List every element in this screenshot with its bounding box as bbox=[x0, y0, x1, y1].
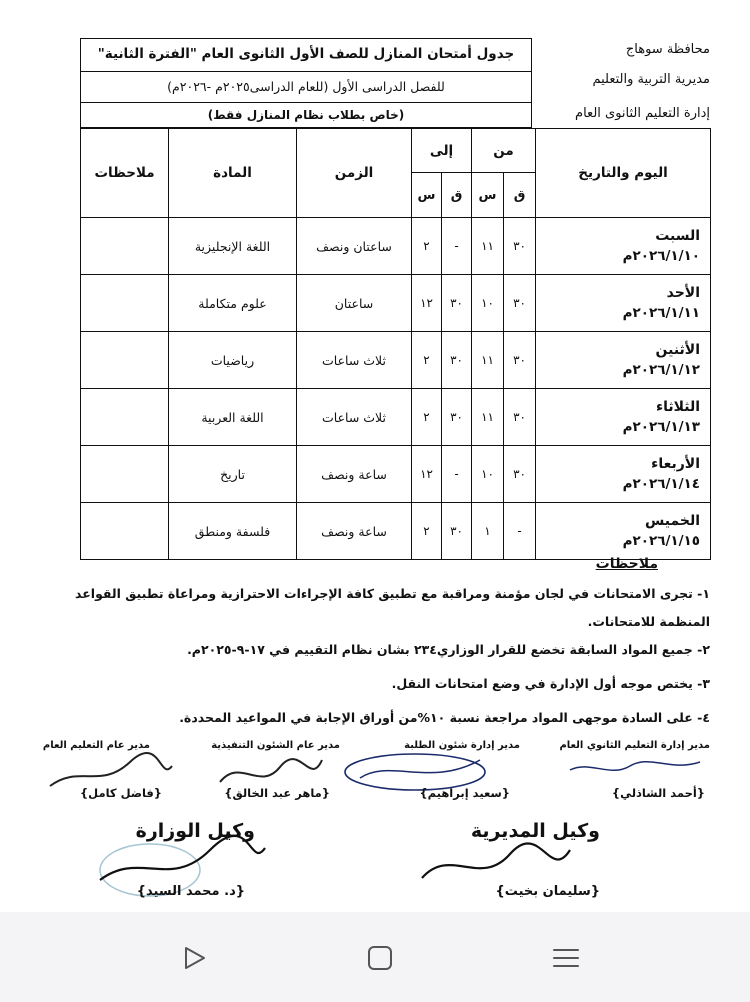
to-minutes: ٣٠ bbox=[442, 332, 472, 389]
document-scope: (خاص بطلاب نظام المنازل فقط) bbox=[207, 108, 405, 122]
header-to-hours: س bbox=[412, 173, 442, 218]
document-title: جدول أمتحان المنازل للصف الأول الثانوى العام "الفترة الثانية" bbox=[81, 39, 531, 72]
from-minutes: ٣٠ bbox=[504, 332, 536, 389]
note-item-2: ٢- جميع المواد السابقة تخضع للقرار الوزاري٢٣٤ بشان نظام التقييم في ١٧-٩-٢٠٢٥م. bbox=[187, 642, 710, 657]
sig-title-student-affairs: مدير إدارة شئون الطلبة bbox=[404, 740, 520, 751]
day-date-cell bbox=[536, 218, 711, 275]
deputy-title-directorate: وكيل المديرية bbox=[470, 820, 600, 842]
sig-name-general-education: {فاضل كامل} bbox=[80, 786, 162, 800]
table-row bbox=[81, 275, 711, 332]
notes-cell bbox=[81, 332, 169, 389]
home-icon[interactable] bbox=[362, 940, 398, 976]
to-hours: ٢ bbox=[412, 389, 442, 446]
from-minutes: ٣٠ bbox=[504, 446, 536, 503]
duration: ثلاث ساعات bbox=[297, 332, 412, 389]
deputy-title-ministry: وكيل الوزارة bbox=[135, 820, 255, 842]
header-duration: الزمن bbox=[297, 129, 412, 218]
day-date-cell bbox=[536, 503, 711, 560]
subject: اللغة الإنجليزية bbox=[169, 218, 297, 275]
to-hours: ٢ bbox=[412, 332, 442, 389]
to-hours: ١٢ bbox=[412, 446, 442, 503]
note-item-3: ٣- يختص موجه أول الإدارة في وضع امتحانات النقل. bbox=[391, 676, 710, 691]
to-hours: ١٢ bbox=[412, 275, 442, 332]
deputy-name-directorate: {سليمان بخيت} bbox=[495, 884, 600, 899]
from-hours: ١٠ bbox=[472, 446, 504, 503]
back-icon[interactable] bbox=[176, 940, 212, 976]
day-name: السبت bbox=[655, 228, 701, 244]
day-name: الأحد bbox=[666, 285, 701, 301]
day-date-cell bbox=[536, 446, 711, 503]
header-from: من bbox=[472, 129, 536, 173]
day-date-cell bbox=[536, 389, 711, 446]
note-item-4: ٤- على السادة موجهى المواد مراجعة نسبة ١٠%من أوراق الإجابة في المواعيد المحددة. bbox=[179, 710, 710, 725]
from-hours: ١١ bbox=[472, 332, 504, 389]
system-navigation-bar bbox=[0, 912, 750, 1002]
duration: ساعة ونصف bbox=[297, 503, 412, 560]
header-day-date: اليوم والتاريخ bbox=[536, 129, 711, 218]
day-date: ٢٠٢٦/١/١٥م bbox=[622, 533, 701, 549]
table-row bbox=[81, 218, 711, 275]
day-date: ٢٠٢٦/١/١١م bbox=[622, 305, 701, 321]
org-administration: إدارة التعليم الثانوى العام bbox=[575, 106, 710, 121]
table-row bbox=[81, 503, 711, 560]
header-from-minutes: ق bbox=[504, 173, 536, 218]
day-date: ٢٠٢٦/١/١٤م bbox=[622, 476, 701, 492]
duration: ساعتان ونصف bbox=[297, 218, 412, 275]
duration: ثلاث ساعات bbox=[297, 389, 412, 446]
subject: اللغة العربية bbox=[169, 389, 297, 446]
recents-icon[interactable] bbox=[548, 940, 584, 976]
notes-cell bbox=[81, 275, 169, 332]
duration: ساعة ونصف bbox=[297, 446, 412, 503]
from-hours: ١١ bbox=[472, 389, 504, 446]
header-subject: المادة bbox=[169, 129, 297, 218]
duration: ساعتان bbox=[297, 275, 412, 332]
sig-title-executive-affairs: مدير عام الشئون التنفيذية bbox=[211, 740, 340, 751]
to-minutes: - bbox=[442, 446, 472, 503]
sig-name-executive-affairs: {ماهر عبد الخالق} bbox=[224, 786, 330, 800]
to-hours: ٢ bbox=[412, 503, 442, 560]
notes-cell bbox=[81, 503, 169, 560]
org-directorate: مديرية التربية والتعليم bbox=[592, 72, 710, 87]
day-date: ٢٠٢٦/١/١٣م bbox=[622, 419, 701, 435]
day-name: الثلاثاء bbox=[655, 399, 701, 415]
day-date-cell bbox=[536, 332, 711, 389]
notes-heading: ملاحظات bbox=[595, 556, 658, 572]
day-name: الخميس bbox=[644, 513, 701, 529]
notes-cell bbox=[81, 218, 169, 275]
subject: فلسفة ومنطق bbox=[169, 503, 297, 560]
from-hours: ١٠ bbox=[472, 275, 504, 332]
from-minutes: ٣٠ bbox=[504, 218, 536, 275]
day-date-cell bbox=[536, 275, 711, 332]
org-governorate: محافظة سوهاج bbox=[625, 42, 710, 57]
day-name: الأثنين bbox=[655, 342, 701, 358]
header-to-minutes: ق bbox=[442, 173, 472, 218]
exam-schedule-table bbox=[80, 128, 711, 560]
from-minutes: ٣٠ bbox=[504, 275, 536, 332]
header-from-hours: س bbox=[472, 173, 504, 218]
sig-title-general-education: مدير عام التعليم العام bbox=[42, 740, 150, 751]
table-row bbox=[81, 332, 711, 389]
table-row bbox=[81, 446, 711, 503]
day-date: ٢٠٢٦/١/١٢م bbox=[622, 362, 701, 378]
to-minutes: ٣٠ bbox=[442, 503, 472, 560]
document-subtitle: للفصل الدراسى الأول (للعام الدراسى٢٠٢٥م -٢٠٢٦م) bbox=[81, 72, 531, 103]
notes-cell bbox=[81, 389, 169, 446]
notes-cell bbox=[81, 446, 169, 503]
header-notes: ملاحظات bbox=[81, 129, 169, 218]
sig-name-secondary-director: {أحمد الشاذلي} bbox=[611, 786, 705, 800]
signature-scribble bbox=[560, 752, 710, 782]
to-hours: ٢ bbox=[412, 218, 442, 275]
from-hours: ١١ bbox=[472, 218, 504, 275]
sig-title-secondary-director: مدير إدارة التعليم الثانوي العام bbox=[559, 740, 710, 751]
deputy-name-ministry: {د. محمد السيد} bbox=[136, 884, 245, 899]
subject: رياضيات bbox=[169, 332, 297, 389]
note-item-1: ١- تجرى الامتحانات في لجان مؤمنة ومراقبة مع تطبيق كافة الإجراءات الاحترازية ومراعاة تطبيق القواعد المنظمة للامتحانات. bbox=[75, 586, 710, 629]
title-box bbox=[80, 38, 532, 128]
to-minutes: ٣٠ bbox=[442, 275, 472, 332]
day-date: ٢٠٢٦/١/١٠م bbox=[622, 248, 701, 264]
table-row bbox=[81, 389, 711, 446]
to-minutes: ٣٠ bbox=[442, 389, 472, 446]
from-minutes: - bbox=[504, 503, 536, 560]
subject: تاريخ bbox=[169, 446, 297, 503]
table-header-row bbox=[81, 129, 711, 173]
from-minutes: ٣٠ bbox=[504, 389, 536, 446]
header-to: إلى bbox=[412, 129, 472, 173]
subject: علوم متكاملة bbox=[169, 275, 297, 332]
day-name: الأربعاء bbox=[651, 456, 701, 472]
from-hours: ١ bbox=[472, 503, 504, 560]
to-minutes: - bbox=[442, 218, 472, 275]
sig-name-student-affairs: {سعيد إبراهيم} bbox=[419, 786, 510, 800]
